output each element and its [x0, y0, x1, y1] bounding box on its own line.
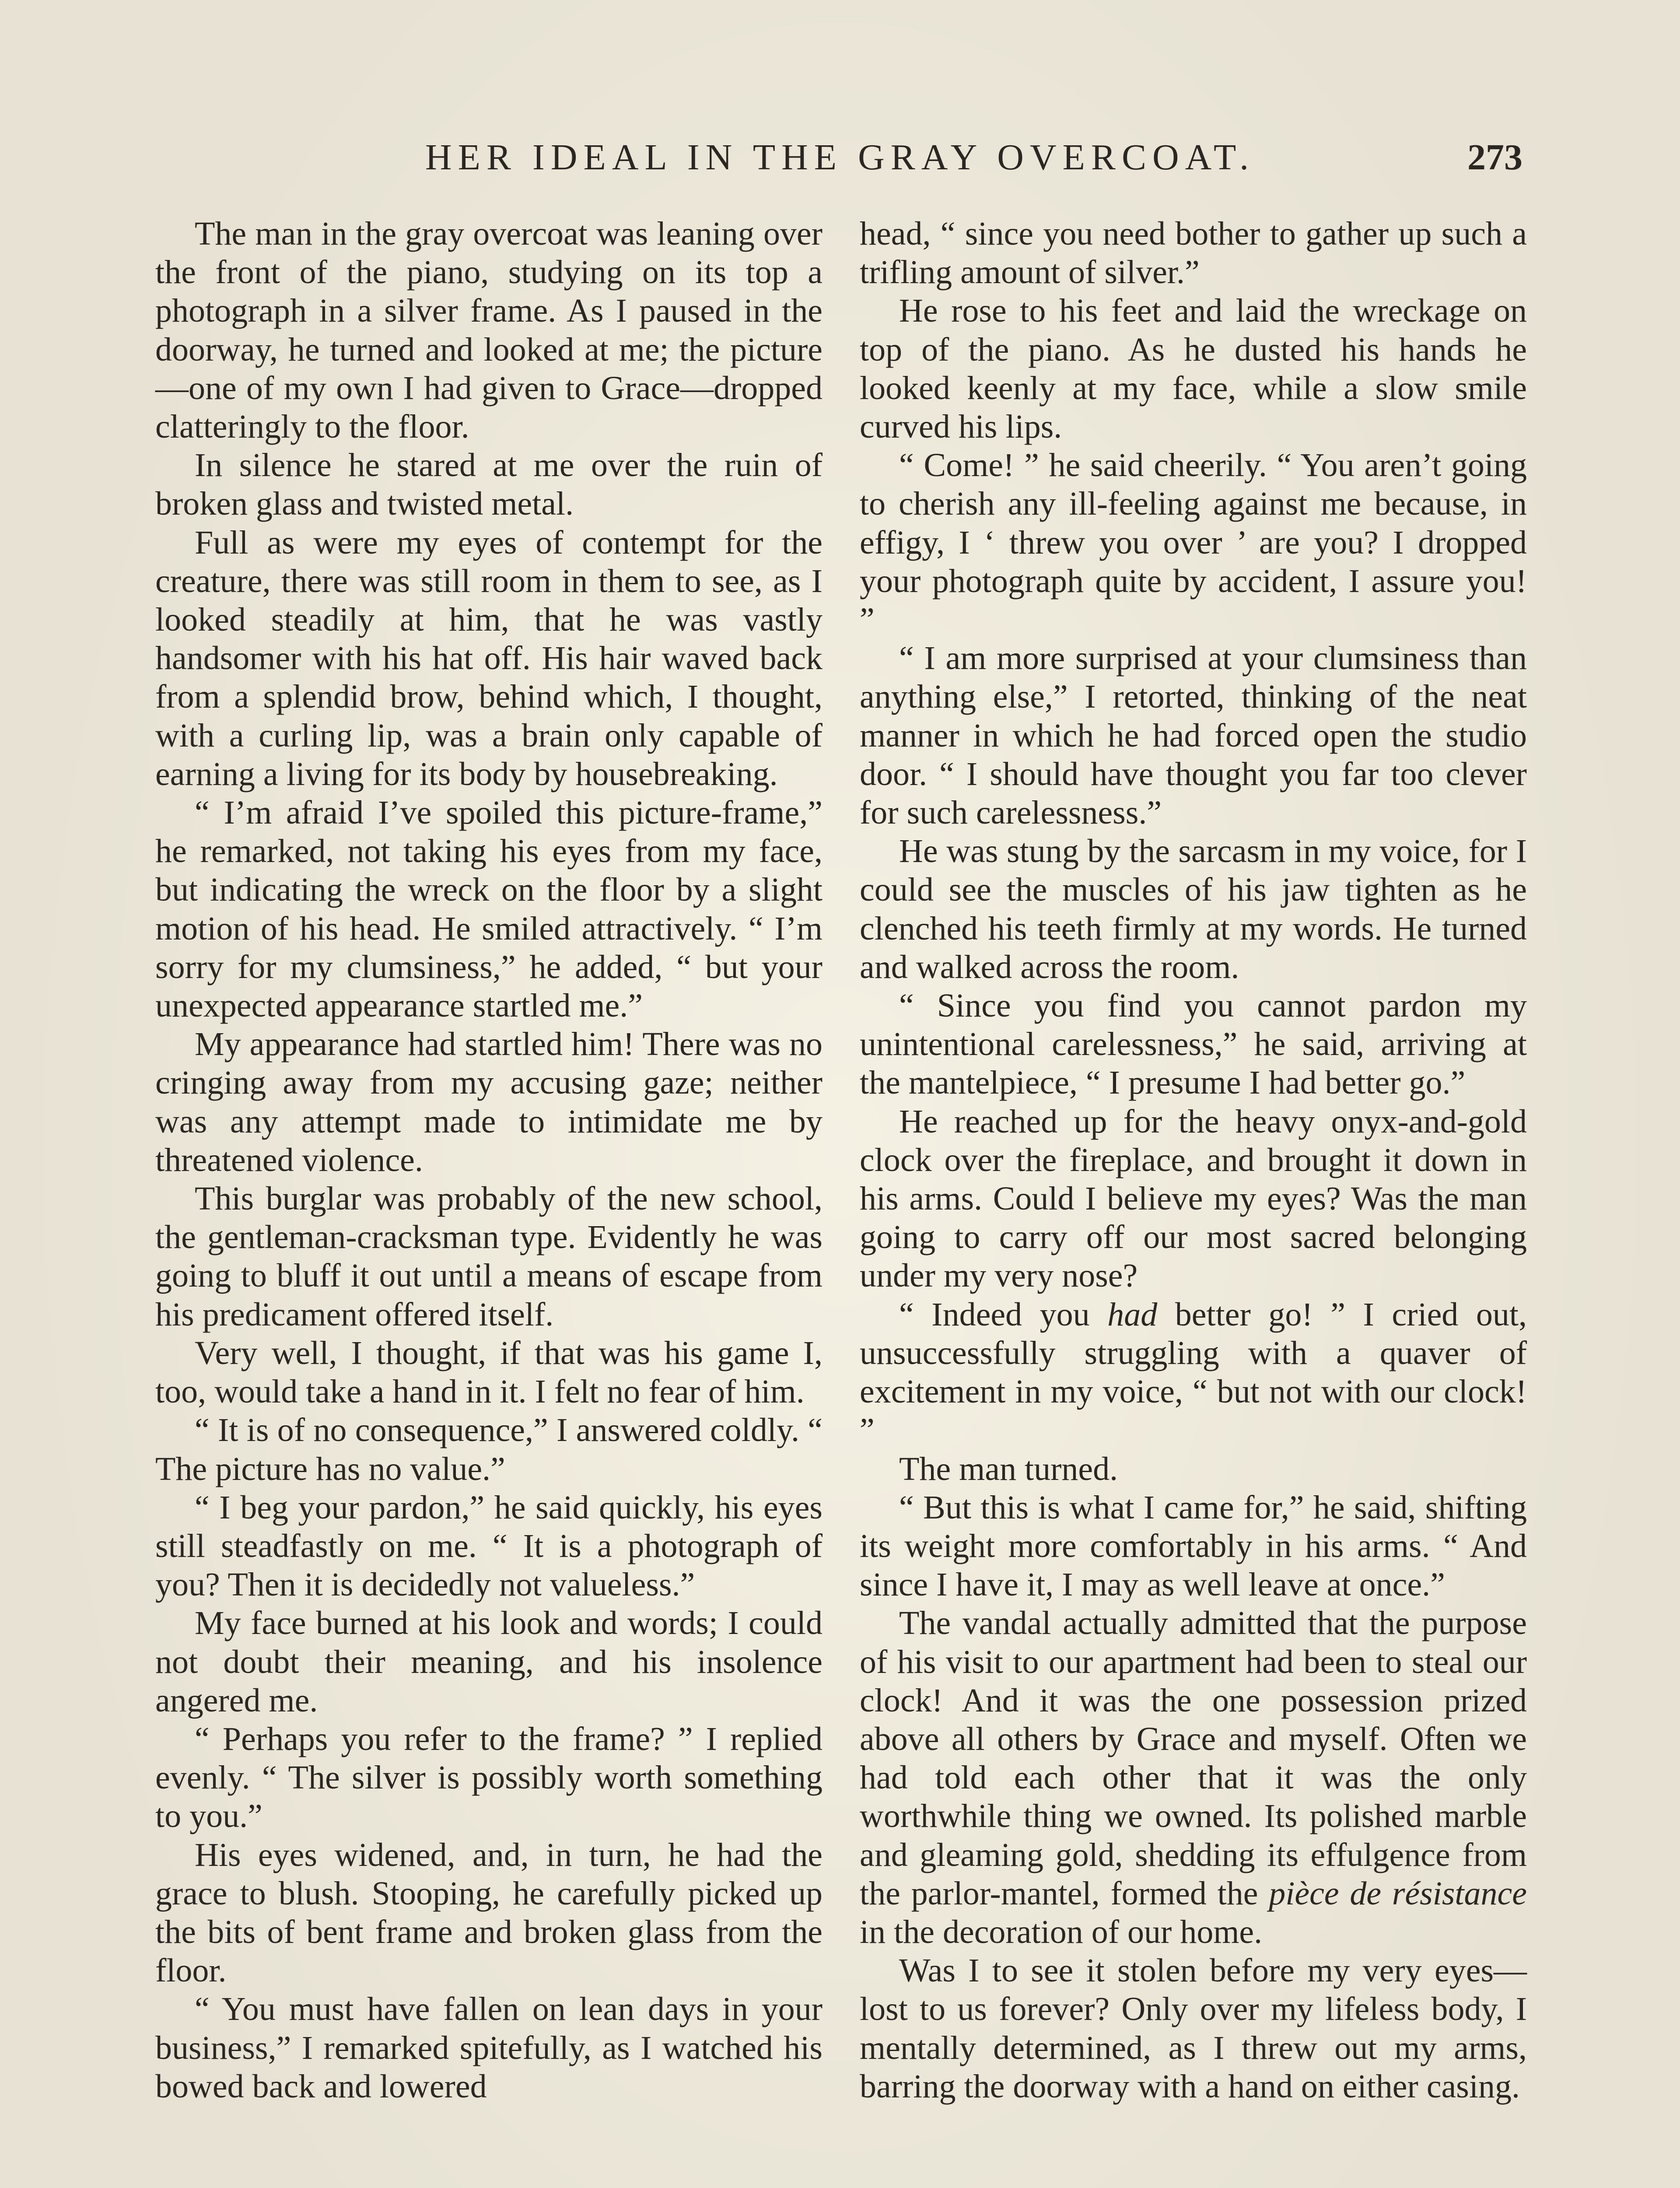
paragraph — [860, 1295, 1527, 1450]
paragraph: The man turned. — [899, 1450, 1118, 1487]
text-run: better go! ” I cried out, unsuccessfully struggling with a quaver of excitement in my voice, “ but not with our clock! ” — [860, 1296, 1527, 1449]
paragraph: His eyes widened, and, in turn, he had the grace to blush. Stooping, he carefully picked up the bits of bent frame and broken glass from the floor. — [155, 1836, 822, 1989]
paragraph: Full as were my eyes of contempt for the creature, there was still room in them to see, as I looked steadily at him, that he was vastly handsomer with his hat off. His hair waved back from a splendid brow, behind which, I thought, with a curling lip, was a brain only capable of earning a living for its body by housebreaking. — [155, 524, 822, 792]
emphasis: had — [1107, 1296, 1158, 1333]
text-run: The vandal actually admitted that the purpose of his visit to our apartment had been to steal our clock! And it was the one possession prized above all others by Grace and myself. Often we had told each other that it was the only worthwhile thing we owned. Its polished marble and gleaming gold, shedding its effulgence from the parlor-mantel, formed the — [860, 1605, 1527, 1912]
left-column — [155, 214, 822, 2188]
text-run: in the decoration of our home. — [860, 1913, 1263, 1950]
page-number: 273 — [1467, 137, 1522, 178]
paragraph: The man in the gray overcoat was leaning over the front of the piano, studying on its top a photograph in a silver frame. As I paused in the doorway, he turned and looked at me; the picture—one of my own I had given to Grace—dropped clatteringly to the floor. — [155, 215, 822, 445]
paragraph: “ Since you find you cannot pardon my unintentional carelessness,” he said, arriving at the mantelpiece, “ I presume I had better go.” — [860, 987, 1527, 1101]
paragraph: He reached up for the heavy onyx-and-gold clock over the fireplace, and brought it down in his arms. Could I believe my eyes? Was the man going to carry off our most sacred belonging under my very nose? — [860, 1103, 1527, 1294]
paragraph: My face burned at his look and words; I could not doubt their meaning, and his insolence angered me. — [155, 1605, 822, 1719]
paragraph: My appearance had startled him! There was no cringing away from my accusing gaze; neither was any attempt made to intimidate me by threatened violence. — [155, 1026, 822, 1178]
paragraph: This burglar was probably of the new school, the gentleman-cracksman type. Evidently he was going to bluff it out until a means of escape from his predicament offered itself. — [155, 1180, 822, 1333]
emphasis: pièce de résistance — [1269, 1875, 1527, 1912]
paragraph: In silence he stared at me over the ruin of broken glass and twisted metal. — [155, 447, 822, 522]
paragraph: “ Come! ” he said cheerily. “ You aren’t going to cherish any ill-feeling against me because, in effigy, I ‘ threw you over ’ are you? I dropped your photograph quite by accident, I assure you! ” — [860, 447, 1527, 638]
paragraph: Very well, I thought, if that was his game I, too, would take a hand in it. I felt no fear of him. — [155, 1334, 822, 1410]
text-run: “ Indeed you — [899, 1296, 1108, 1333]
paragraph: “ Perhaps you refer to the frame? ” I replied evenly. “ The silver is possibly worth something to you.” — [155, 1720, 822, 1835]
paragraph: “ I beg your pardon,” he said quickly, his eyes still steadfastly on me. “ It is a photograph of you? Then it is decidedly not valueless.” — [155, 1489, 822, 1603]
running-head — [153, 131, 1522, 184]
paragraph: “ I’m afraid I’ve spoiled this picture-frame,” he remarked, not taking his eyes from my face, but indicating the wreck on the floor by a slight motion of his head. He smiled attractively. “ I’m sorry for my clumsiness,” he added, “ but your unexpected appearance startled me.” — [155, 794, 822, 1024]
paragraph: He was stung by the sarcasm in my voice, for I could see the muscles of his jaw tighten as he clenched his teeth firmly at my words. He turned and walked across the room. — [860, 833, 1527, 985]
paragraph: “ I am more surprised at your clumsiness than anything else,” I retorted, thinking of the neat manner in which he had forced open the studio door. “ I should have thought you far too clever for such carelessness.” — [860, 640, 1527, 831]
right-column — [860, 214, 1527, 2188]
continued-paragraph: head, “ since you need bother to gather up such a trifling amount of silver.” — [860, 215, 1527, 291]
paragraph: “ But this is what I came for,” he said, shifting its weight more comfortably in his arms. “ And since I have it, I may as well leave at once.” — [860, 1489, 1527, 1603]
paragraph — [860, 1604, 1527, 1951]
running-title: HER IDEAL IN THE GRAY OVERCOAT. — [425, 137, 1255, 178]
paragraph: He rose to his feet and laid the wreckage on top of the piano. As he dusted his hands he looked keenly at my face, while a slow smile curved his lips. — [860, 292, 1527, 445]
paragraph: “ It is of no consequence,” I answered coldly. “ The picture has no value.” — [155, 1412, 822, 1487]
paragraph: Was I to see it stolen before my very eyes—lost to us forever? Only over my lifeless body, I mentally determined, as I threw out my arms, barring the doorway with a hand on either casing. — [860, 1952, 1527, 2105]
paragraph: “ You must have fallen on lean days in your business,” I remarked spitefully, as I watched his bowed back and lowered — [155, 1991, 822, 2105]
